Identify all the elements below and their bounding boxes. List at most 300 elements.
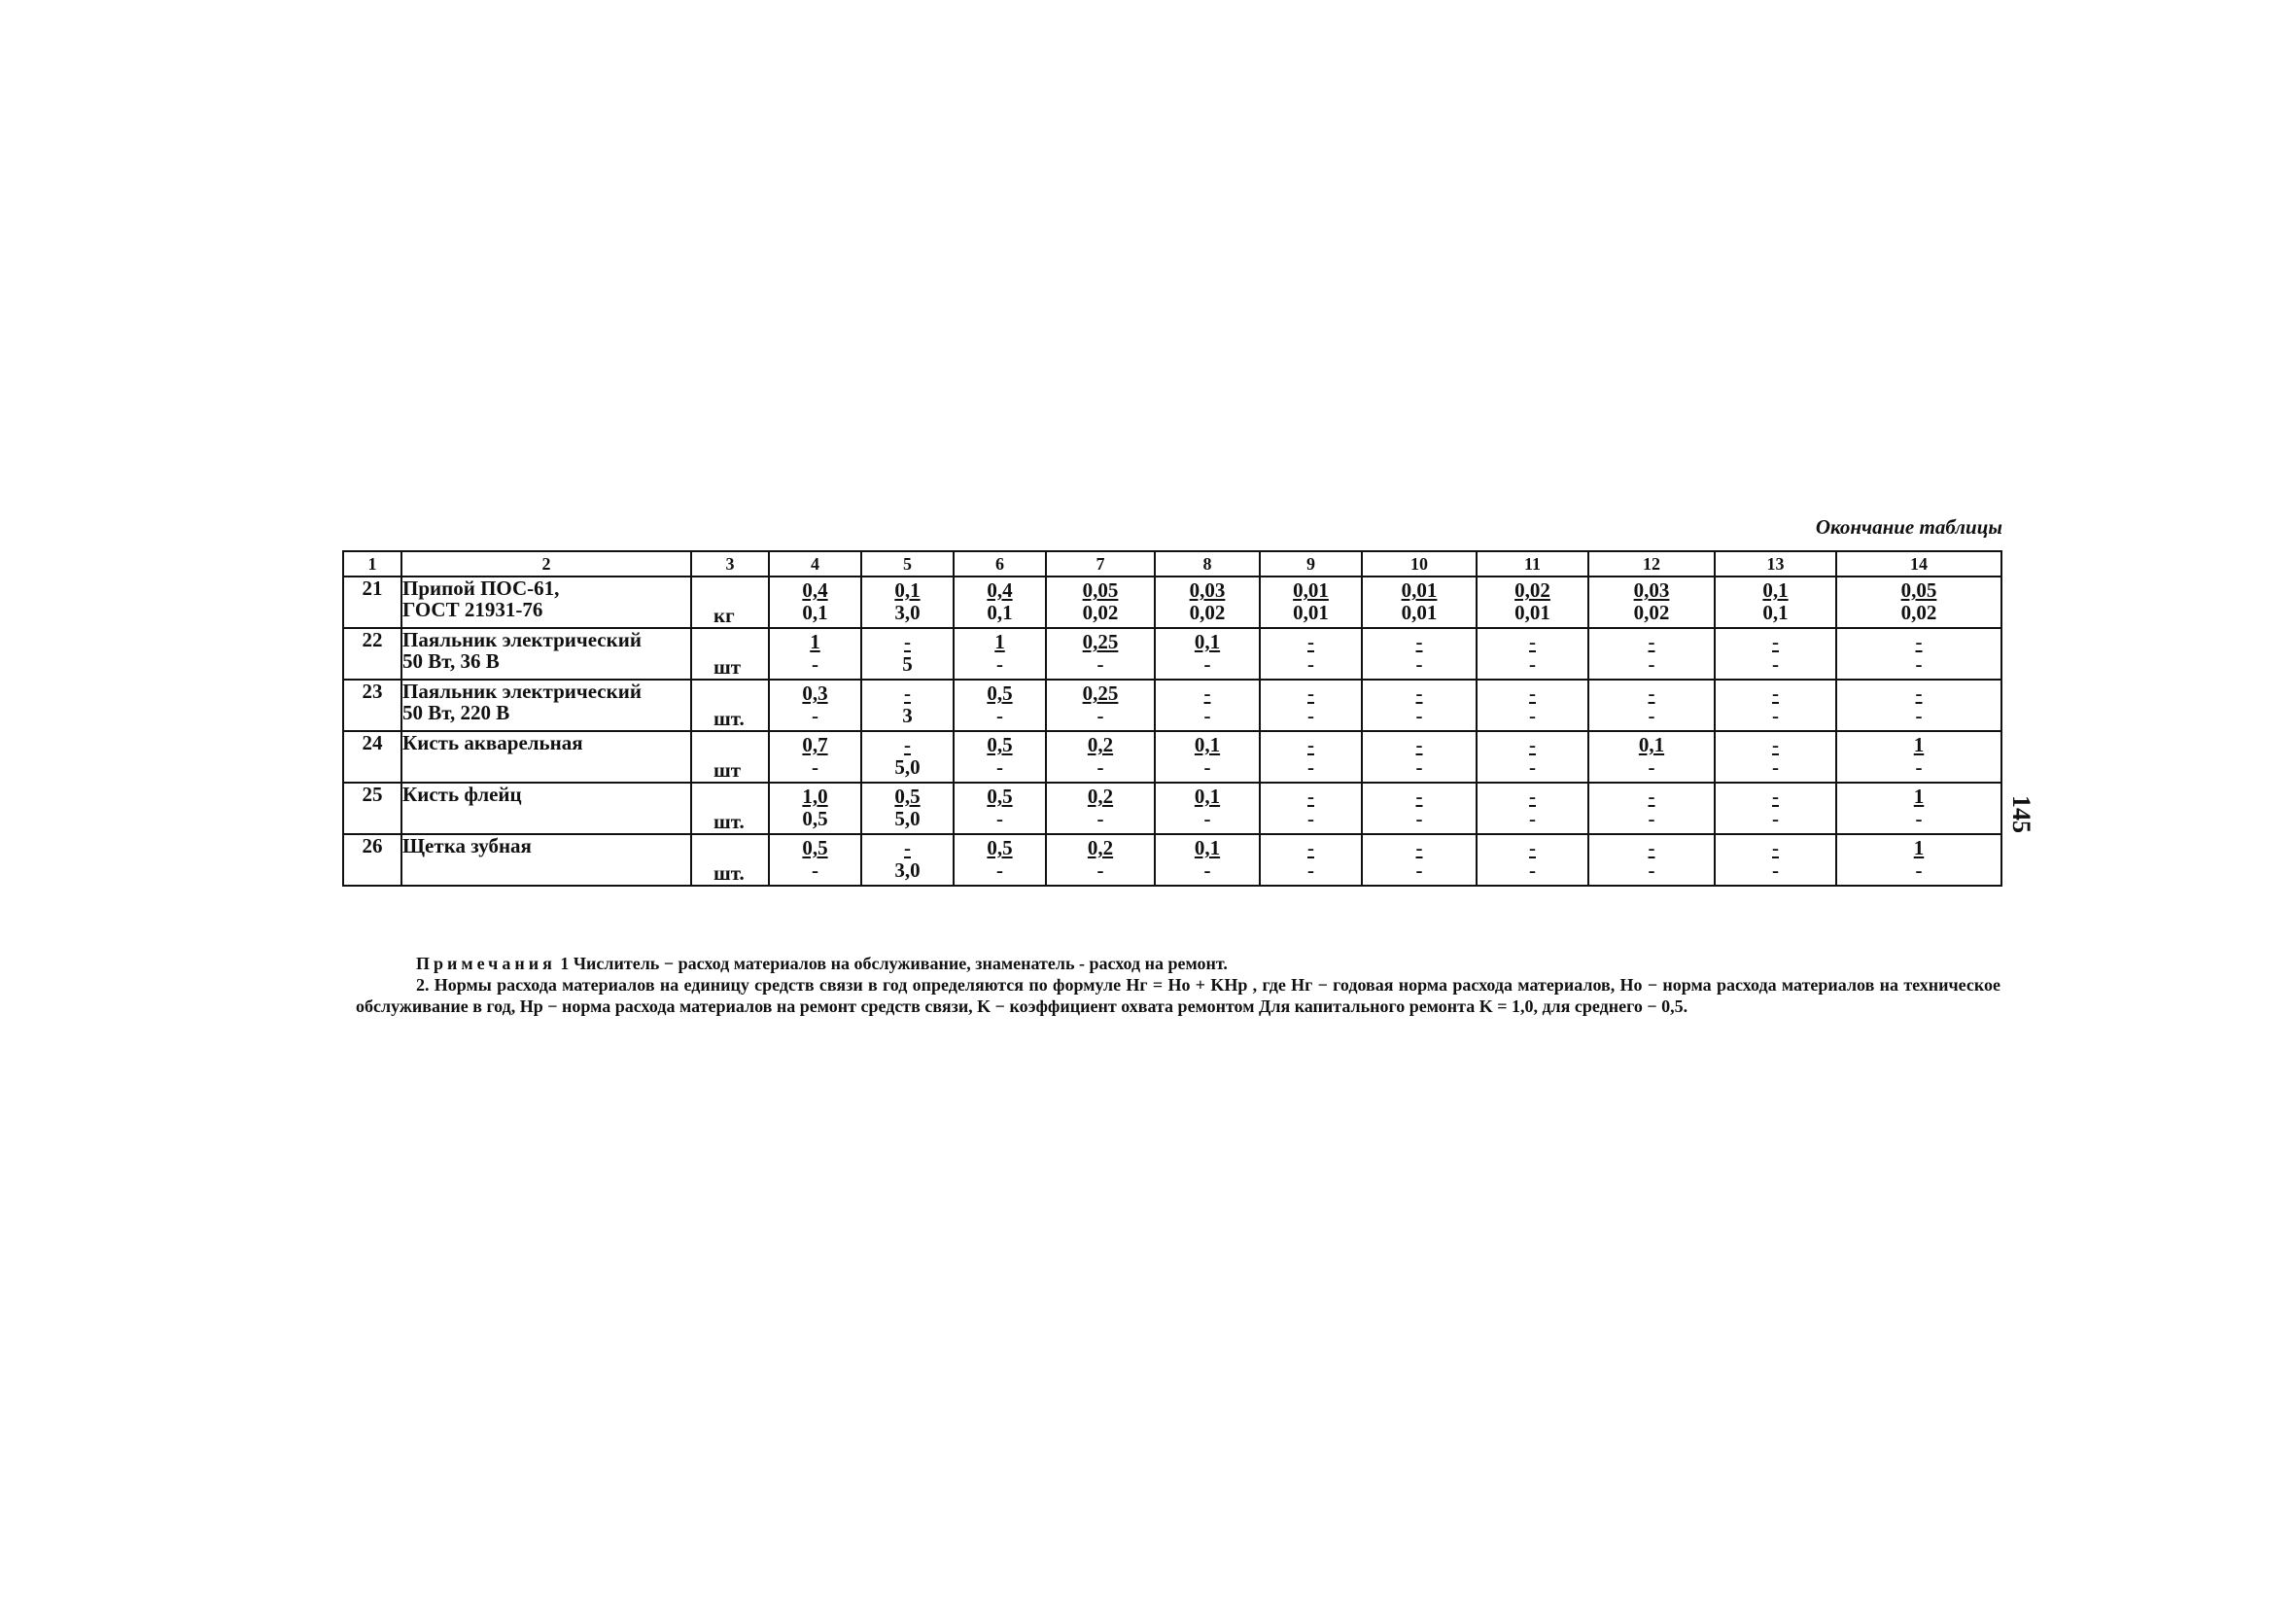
table-row bbox=[343, 680, 2001, 731]
norm-denominator: 0,02 bbox=[1900, 601, 1937, 624]
norm-numerator: 1 bbox=[1913, 836, 1925, 859]
norm-fraction bbox=[1759, 577, 1791, 624]
norm-denominator: - bbox=[1529, 652, 1536, 676]
material-name-line: ГОСТ 21931-76 bbox=[402, 598, 543, 622]
norm-cell bbox=[861, 783, 954, 834]
note-2: 2. Нормы расхода материалов на единицу средств связи в год определяются по формуле Hг = Hо + KHр , где Hг − годовая норма расхода материалов, Hо − норма расхода материалов на техническое обслуживание в год, Hр − норма расхода материалов на ремонт средств связи, K − коэффициент охвата ремонтом Для капитального ремонта K = 1,0, для среднего − 0,5. bbox=[356, 975, 2000, 1016]
column-header-13: 13 bbox=[1715, 551, 1836, 577]
norm-numerator: - bbox=[1772, 682, 1779, 705]
unit-label: шт bbox=[713, 757, 742, 782]
norm-numerator: - bbox=[904, 733, 911, 756]
norm-denominator: - bbox=[1915, 755, 1923, 779]
material-name bbox=[401, 731, 691, 783]
norm-fraction bbox=[1631, 577, 1673, 624]
norm-fraction bbox=[1399, 577, 1441, 624]
norm-cell bbox=[1362, 834, 1477, 886]
norm-numerator: - bbox=[1415, 733, 1423, 756]
norm-denominator: - bbox=[1203, 704, 1211, 727]
norm-fraction bbox=[1911, 784, 1928, 830]
norm-numerator: - bbox=[904, 630, 911, 653]
norm-fraction bbox=[984, 681, 1015, 727]
norm-cell bbox=[1155, 731, 1260, 783]
column-header-8: 8 bbox=[1155, 551, 1260, 577]
norm-denominator: - bbox=[1915, 704, 1923, 727]
norm-fraction bbox=[1769, 681, 1782, 727]
norm-denominator: - bbox=[1648, 755, 1655, 779]
norm-denominator: - bbox=[1307, 755, 1314, 779]
norm-numerator: 1 bbox=[994, 630, 1005, 653]
norm-denominator: - bbox=[1529, 755, 1536, 779]
norm-fraction bbox=[1913, 681, 1926, 727]
norm-denominator: - bbox=[1203, 755, 1211, 779]
column-header-12: 12 bbox=[1588, 551, 1715, 577]
norm-fraction bbox=[1413, 681, 1426, 727]
norm-cell bbox=[1715, 680, 1836, 731]
norm-cell bbox=[954, 783, 1046, 834]
norm-numerator: 1 bbox=[810, 630, 820, 653]
norm-numerator: - bbox=[1529, 733, 1536, 756]
norm-fraction bbox=[1192, 835, 1223, 882]
norm-denominator: 5,0 bbox=[894, 755, 921, 779]
column-header-2: 2 bbox=[401, 551, 691, 577]
norm-denominator: - bbox=[996, 652, 1003, 676]
norm-numerator: 1,0 bbox=[802, 785, 828, 808]
norm-fraction bbox=[1413, 629, 1426, 676]
norm-cell bbox=[954, 834, 1046, 886]
norm-cell bbox=[1715, 834, 1836, 886]
norm-numerator: 0,5 bbox=[987, 785, 1013, 808]
norm-cell bbox=[1362, 680, 1477, 731]
norm-denominator: 5,0 bbox=[894, 807, 921, 830]
norm-numerator: - bbox=[1772, 836, 1779, 859]
norm-numerator: 0,5 bbox=[987, 836, 1013, 859]
column-header-7: 7 bbox=[1046, 551, 1155, 577]
norm-fraction bbox=[1085, 784, 1116, 830]
norm-fraction bbox=[1769, 835, 1782, 882]
norm-numerator: 0,05 bbox=[1082, 578, 1119, 602]
norm-fraction bbox=[899, 629, 916, 676]
norm-numerator: 0,01 bbox=[1293, 578, 1329, 602]
norm-numerator: - bbox=[1915, 630, 1923, 653]
norm-cell bbox=[954, 628, 1046, 680]
norm-denominator: - bbox=[1529, 704, 1536, 727]
norm-denominator: - bbox=[1415, 755, 1423, 779]
norm-numerator: 0,2 bbox=[1087, 836, 1114, 859]
norm-cell bbox=[1477, 680, 1588, 731]
norm-fraction bbox=[1769, 784, 1782, 830]
norm-fraction bbox=[1526, 681, 1539, 727]
norm-denominator: - bbox=[1203, 807, 1211, 830]
norm-cell bbox=[954, 680, 1046, 731]
norm-fraction bbox=[1305, 681, 1317, 727]
norm-cell bbox=[1477, 731, 1588, 783]
norm-denominator: 3 bbox=[902, 704, 913, 727]
norm-fraction bbox=[1526, 835, 1539, 882]
norm-denominator: - bbox=[1203, 858, 1211, 882]
norm-fraction bbox=[1769, 629, 1782, 676]
unit-label: шт. bbox=[713, 706, 745, 730]
norm-fraction bbox=[1290, 577, 1332, 624]
norm-numerator: 0,2 bbox=[1087, 785, 1114, 808]
norm-numerator: 1 bbox=[1913, 733, 1925, 756]
norm-denominator: - bbox=[1772, 858, 1779, 882]
norm-numerator: - bbox=[1529, 630, 1536, 653]
norm-numerator: 0,2 bbox=[1087, 733, 1114, 756]
page-number: 145 bbox=[2007, 795, 2035, 833]
norm-denominator: - bbox=[1415, 807, 1423, 830]
norm-numerator: - bbox=[1648, 785, 1655, 808]
norm-denominator: - bbox=[812, 755, 818, 779]
norm-numerator: 0,1 bbox=[1194, 836, 1221, 859]
norm-cell bbox=[1046, 834, 1155, 886]
norm-cell bbox=[1588, 628, 1715, 680]
norm-cell bbox=[1155, 628, 1260, 680]
norm-fraction bbox=[1192, 784, 1223, 830]
norm-numerator: 0,4 bbox=[987, 578, 1013, 602]
norm-cell bbox=[954, 731, 1046, 783]
table-row bbox=[343, 577, 2001, 628]
norm-denominator: - bbox=[1096, 704, 1104, 727]
norm-fraction bbox=[1085, 835, 1116, 882]
norm-numerator: 1 bbox=[1913, 785, 1925, 808]
unit-label: шт. bbox=[713, 860, 745, 885]
norm-fraction bbox=[799, 681, 830, 727]
norm-cell bbox=[1046, 783, 1155, 834]
norm-numerator: 0,5 bbox=[987, 733, 1013, 756]
norm-fraction bbox=[1080, 629, 1122, 676]
norm-numerator: 0,03 bbox=[1633, 578, 1670, 602]
material-name-line: Припой ПОС-61, bbox=[402, 577, 560, 600]
norm-denominator: 5 bbox=[902, 652, 913, 676]
norm-numerator: 0,1 bbox=[1194, 785, 1221, 808]
norm-denominator: - bbox=[1307, 652, 1314, 676]
norm-cell bbox=[1715, 577, 1836, 628]
norm-fraction bbox=[799, 835, 830, 882]
norm-numerator: - bbox=[1307, 733, 1314, 756]
table-row bbox=[343, 628, 2001, 680]
material-name-line: Паяльник электрический bbox=[402, 628, 642, 651]
norm-denominator: - bbox=[1307, 704, 1314, 727]
norm-cell bbox=[1046, 731, 1155, 783]
norm-cell bbox=[1362, 628, 1477, 680]
norm-cell bbox=[1836, 834, 2001, 886]
norm-denominator: - bbox=[1307, 807, 1314, 830]
norm-denominator: - bbox=[1915, 807, 1923, 830]
norm-cell bbox=[1046, 680, 1155, 731]
materials-norms-table bbox=[342, 550, 2002, 887]
norm-cell bbox=[1155, 577, 1260, 628]
norm-numerator: 0,1 bbox=[894, 578, 921, 602]
norm-numerator: - bbox=[1415, 836, 1423, 859]
norm-fraction bbox=[984, 732, 1015, 779]
norm-denominator: - bbox=[1307, 858, 1314, 882]
material-name-line: Кисть акварельная bbox=[402, 731, 583, 754]
unit-cell bbox=[691, 628, 769, 680]
norm-denominator: - bbox=[996, 755, 1003, 779]
norm-fraction bbox=[891, 732, 922, 779]
norm-cell bbox=[1588, 731, 1715, 783]
norm-fraction bbox=[1413, 732, 1426, 779]
norm-denominator: 0,02 bbox=[1082, 601, 1119, 624]
norm-cell bbox=[1836, 731, 2001, 783]
norm-fraction bbox=[799, 732, 830, 779]
norm-fraction bbox=[1636, 732, 1667, 779]
norm-fraction bbox=[1646, 681, 1658, 727]
norm-cell bbox=[1715, 628, 1836, 680]
norm-fraction bbox=[1911, 732, 1928, 779]
norm-cell bbox=[769, 577, 861, 628]
norm-fraction bbox=[1192, 732, 1223, 779]
norm-cell bbox=[1155, 680, 1260, 731]
norm-denominator: - bbox=[812, 652, 818, 676]
norm-denominator: - bbox=[1096, 755, 1104, 779]
norm-fraction bbox=[984, 835, 1015, 882]
unit-label: шт. bbox=[713, 809, 745, 833]
norm-denominator: - bbox=[1529, 807, 1536, 830]
norm-numerator: 0,25 bbox=[1082, 630, 1119, 653]
norm-cell bbox=[1477, 628, 1588, 680]
norm-fraction bbox=[1526, 732, 1539, 779]
norm-fraction bbox=[1305, 784, 1317, 830]
norm-fraction bbox=[1526, 629, 1539, 676]
norm-numerator: 0,5 bbox=[894, 785, 921, 808]
column-header-10: 10 bbox=[1362, 551, 1477, 577]
norm-numerator: - bbox=[1648, 630, 1655, 653]
norm-denominator: - bbox=[1415, 652, 1423, 676]
norm-fraction bbox=[1512, 577, 1553, 624]
unit-cell bbox=[691, 731, 769, 783]
norm-numerator: - bbox=[1415, 785, 1423, 808]
column-header-5: 5 bbox=[861, 551, 954, 577]
norm-cell bbox=[1362, 731, 1477, 783]
norm-denominator: - bbox=[1772, 755, 1779, 779]
norm-cell bbox=[1260, 783, 1362, 834]
material-name-line: Паяльник электрический bbox=[402, 680, 642, 703]
norm-denominator: - bbox=[1096, 652, 1104, 676]
norm-cell bbox=[861, 731, 954, 783]
norm-numerator: 0,02 bbox=[1514, 578, 1550, 602]
norm-fraction bbox=[891, 784, 922, 830]
norm-fraction bbox=[899, 681, 916, 727]
norm-fraction bbox=[1646, 835, 1658, 882]
norm-cell bbox=[1715, 731, 1836, 783]
norm-denominator: 3,0 bbox=[894, 601, 921, 624]
norm-fraction bbox=[799, 784, 830, 830]
material-name bbox=[401, 628, 691, 680]
norm-fraction bbox=[1526, 784, 1539, 830]
unit-cell bbox=[691, 834, 769, 886]
column-header-6: 6 bbox=[954, 551, 1046, 577]
material-name-line: 50 Вт, 220 В bbox=[402, 701, 510, 725]
norm-numerator: 0,25 bbox=[1082, 682, 1119, 705]
norm-cell bbox=[1836, 628, 2001, 680]
material-name-line: 50 Вт, 36 В bbox=[402, 649, 500, 674]
norm-numerator: - bbox=[1307, 630, 1314, 653]
row-number: 22 bbox=[343, 628, 401, 680]
norm-fraction bbox=[799, 577, 830, 624]
norm-numerator: - bbox=[1529, 785, 1536, 808]
column-header-4: 4 bbox=[769, 551, 861, 577]
norm-cell bbox=[769, 628, 861, 680]
table-row bbox=[343, 731, 2001, 783]
norm-fraction bbox=[1192, 629, 1223, 676]
norm-cell bbox=[1260, 628, 1362, 680]
norm-fraction bbox=[891, 577, 922, 624]
column-header-9: 9 bbox=[1260, 551, 1362, 577]
norm-denominator: - bbox=[1648, 704, 1655, 727]
norm-denominator: - bbox=[1096, 858, 1104, 882]
norm-cell bbox=[861, 834, 954, 886]
norm-cell bbox=[1155, 783, 1260, 834]
norm-fraction bbox=[1413, 835, 1426, 882]
norm-cell bbox=[1046, 577, 1155, 628]
row-number: 26 bbox=[343, 834, 401, 886]
norm-denominator: - bbox=[1529, 858, 1536, 882]
norm-cell bbox=[1260, 577, 1362, 628]
norm-cell bbox=[1362, 577, 1477, 628]
note-1-text: 1 Числитель − расход материалов на обслуживание, знаменатель - расход на ремонт. bbox=[560, 954, 1228, 973]
norm-numerator: - bbox=[1772, 785, 1779, 808]
table-header-row bbox=[343, 551, 2001, 577]
norm-numerator: 0,01 bbox=[1401, 578, 1438, 602]
norm-denominator: - bbox=[996, 704, 1003, 727]
norm-denominator: - bbox=[996, 807, 1003, 830]
norm-numerator: 0,5 bbox=[802, 836, 828, 859]
norm-denominator: 0,01 bbox=[1293, 601, 1329, 624]
norm-cell bbox=[1260, 680, 1362, 731]
norm-denominator: 3,0 bbox=[894, 858, 921, 882]
material-name-line: Щетка зубная bbox=[402, 834, 532, 857]
norm-numerator: - bbox=[1415, 682, 1423, 705]
norm-numerator: 0,1 bbox=[1194, 630, 1221, 653]
norm-numerator: - bbox=[1307, 682, 1314, 705]
norm-fraction bbox=[807, 629, 823, 676]
norm-denominator: 0,1 bbox=[1762, 601, 1789, 624]
norm-cell bbox=[861, 680, 954, 731]
row-number: 21 bbox=[343, 577, 401, 628]
norm-cell bbox=[1477, 577, 1588, 628]
norm-fraction bbox=[1305, 732, 1317, 779]
norm-denominator: - bbox=[1415, 704, 1423, 727]
unit-cell bbox=[691, 783, 769, 834]
norm-fraction bbox=[1898, 577, 1940, 624]
norm-fraction bbox=[1085, 732, 1116, 779]
norm-fraction bbox=[1305, 835, 1317, 882]
norm-fraction bbox=[1413, 784, 1426, 830]
norm-fraction bbox=[1913, 629, 1926, 676]
norm-numerator: - bbox=[1307, 836, 1314, 859]
material-name bbox=[401, 680, 691, 731]
norm-denominator: - bbox=[812, 858, 818, 882]
norm-denominator: - bbox=[1203, 652, 1211, 676]
norm-denominator: - bbox=[1096, 807, 1104, 830]
norm-cell bbox=[1836, 577, 2001, 628]
column-header-1: 1 bbox=[343, 551, 401, 577]
norm-cell bbox=[1588, 783, 1715, 834]
norm-cell bbox=[954, 577, 1046, 628]
norm-fraction bbox=[991, 629, 1008, 676]
norm-numerator: - bbox=[1915, 682, 1923, 705]
notes-label: Примечания bbox=[416, 954, 556, 973]
column-header-14: 14 bbox=[1836, 551, 2001, 577]
column-header-3: 3 bbox=[691, 551, 769, 577]
norm-fraction bbox=[891, 835, 922, 882]
norm-cell bbox=[1477, 834, 1588, 886]
norm-cell bbox=[1260, 731, 1362, 783]
norm-cell bbox=[1155, 834, 1260, 886]
norm-denominator: - bbox=[812, 704, 818, 727]
note-1 bbox=[356, 953, 2000, 974]
norm-cell bbox=[1836, 680, 2001, 731]
row-number: 24 bbox=[343, 731, 401, 783]
norm-cell bbox=[769, 680, 861, 731]
material-name bbox=[401, 834, 691, 886]
norm-numerator: - bbox=[904, 836, 911, 859]
material-name-line: Кисть флейц bbox=[402, 783, 522, 806]
norm-cell bbox=[769, 834, 861, 886]
material-name bbox=[401, 577, 691, 628]
norm-numerator: 0,05 bbox=[1900, 578, 1937, 602]
norm-numerator: - bbox=[1307, 785, 1314, 808]
norm-denominator: - bbox=[996, 858, 1003, 882]
norm-numerator: - bbox=[1529, 836, 1536, 859]
table-row bbox=[343, 834, 2001, 886]
norm-fraction bbox=[1080, 681, 1122, 727]
norm-denominator: - bbox=[1648, 652, 1655, 676]
norm-fraction bbox=[1646, 784, 1658, 830]
norm-denominator: - bbox=[1772, 652, 1779, 676]
norm-numerator: - bbox=[1648, 836, 1655, 859]
norm-cell bbox=[1836, 783, 2001, 834]
norm-fraction bbox=[1305, 629, 1317, 676]
norm-numerator: - bbox=[1648, 682, 1655, 705]
norm-denominator: - bbox=[1772, 807, 1779, 830]
norm-denominator: 0,01 bbox=[1514, 601, 1550, 624]
norm-denominator: - bbox=[1915, 652, 1923, 676]
norm-numerator: - bbox=[1772, 733, 1779, 756]
table-row bbox=[343, 783, 2001, 834]
norm-numerator: 0,1 bbox=[1762, 578, 1789, 602]
norm-cell bbox=[861, 577, 954, 628]
unit-cell bbox=[691, 577, 769, 628]
norm-denominator: 0,1 bbox=[802, 601, 828, 624]
norm-denominator: 0,1 bbox=[987, 601, 1013, 624]
column-header-11: 11 bbox=[1477, 551, 1588, 577]
material-name bbox=[401, 783, 691, 834]
row-number: 25 bbox=[343, 783, 401, 834]
norm-cell bbox=[1260, 834, 1362, 886]
notes-block bbox=[356, 953, 2000, 1017]
norm-denominator: - bbox=[1772, 704, 1779, 727]
norm-cell bbox=[1588, 834, 1715, 886]
norm-fraction bbox=[1646, 629, 1658, 676]
norm-cell bbox=[1046, 628, 1155, 680]
norm-cell bbox=[1588, 577, 1715, 628]
norm-cell bbox=[1588, 680, 1715, 731]
norm-fraction bbox=[1201, 681, 1214, 727]
unit-label: шт bbox=[713, 654, 742, 679]
norm-denominator: 0,02 bbox=[1633, 601, 1670, 624]
norm-fraction bbox=[1769, 732, 1782, 779]
unit-label: кг bbox=[713, 603, 735, 627]
norm-cell bbox=[1362, 783, 1477, 834]
norm-denominator: 0,5 bbox=[802, 807, 828, 830]
norm-denominator: - bbox=[1415, 858, 1423, 882]
norm-denominator: 0,02 bbox=[1189, 601, 1226, 624]
norm-numerator: - bbox=[1203, 682, 1211, 705]
norm-fraction bbox=[1187, 577, 1229, 624]
norm-fraction bbox=[1911, 835, 1928, 882]
